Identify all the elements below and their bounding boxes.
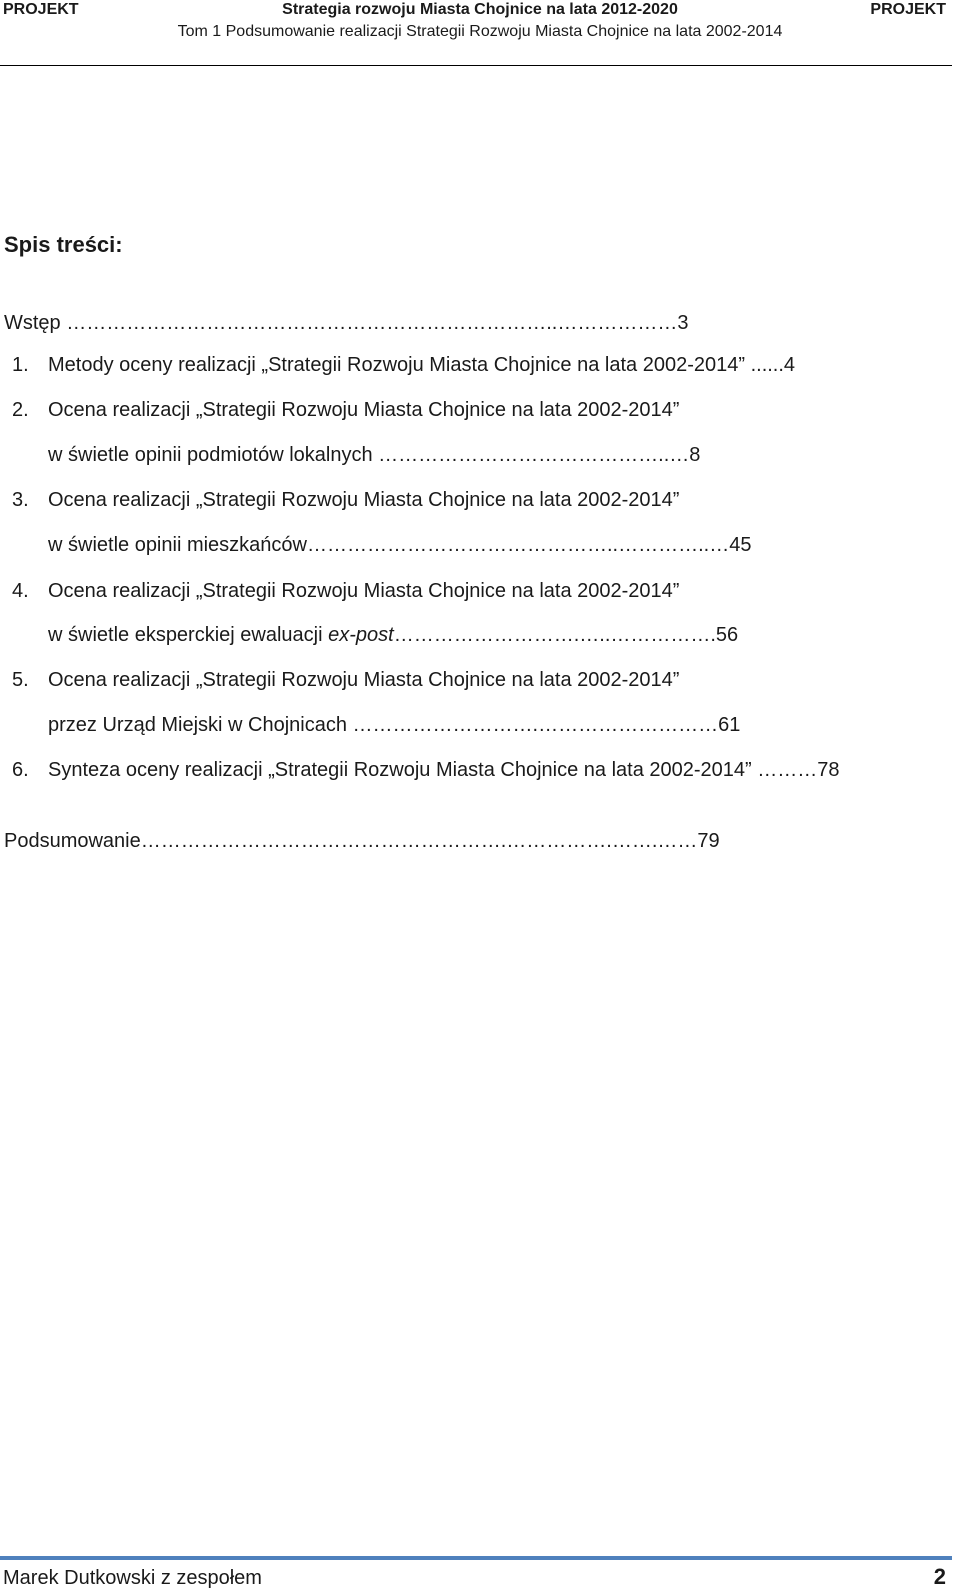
toc-entry-text: w świetle opinii podmiotów lokalnych ……………………………………..…8 (48, 444, 701, 466)
header-left-label: PROJEKT (3, 1, 79, 18)
toc-entry-5[interactable] (12, 667, 679, 693)
toc-entry-4[interactable] (12, 578, 679, 604)
footer-page-number: 2 (933, 1564, 946, 1589)
toc-entry-text: przez Urząd Miejski w Chojnicach ……………………….………………………61 (48, 714, 741, 736)
footer-divider (0, 1556, 952, 1560)
toc-entry-number: 1. (12, 354, 29, 376)
header-right-label: PROJEKT (870, 1, 946, 18)
toc-entry-text: Podsumowanie……………………………………………….…………….…….……79 (4, 830, 720, 852)
toc-entry-3[interactable] (12, 487, 679, 513)
toc-entry-text: Ocena realizacji „Strategii Rozwoju Miasta Chojnice na lata 2002-2014” (48, 399, 680, 421)
header-subtitle: Tom 1 Podsumowanie realizacji Strategii Rozwoju Miasta Chojnice na lata 2002-2014 (177, 23, 783, 40)
toc-entry-number: 6. (12, 759, 29, 781)
toc-entry-text: Synteza oceny realizacji „Strategii Rozwoju Miasta Chojnice na lata 2002-2014” ………78 (48, 759, 840, 781)
toc-entry-number: 4. (12, 580, 29, 602)
footer-author: Marek Dutkowski z zespołem (3, 1567, 262, 1589)
toc-entry-text-end: ……………………….…..…………….56 (393, 624, 739, 646)
toc-title: Spis treści: (4, 232, 123, 257)
toc-entry-1[interactable] (12, 352, 795, 378)
header-divider (0, 65, 952, 66)
toc-entry-text: Ocena realizacji „Strategii Rozwoju Miasta Chojnice na lata 2002-2014” (48, 580, 680, 602)
toc-entry-6[interactable] (12, 757, 840, 783)
toc-entry-text-italic: ex-post (328, 624, 394, 646)
toc-entry-text: w świetle opinii mieszkańców………………………………………..…………..…45 (48, 534, 752, 556)
toc-entry-number: 2. (12, 399, 29, 421)
toc-entry-number: 5. (12, 669, 29, 691)
toc-entry-summary[interactable] (4, 828, 720, 854)
toc-entry-text: Wstęp ………………………………………………………………..………………3 (4, 312, 689, 334)
header-title: Strategia rozwoju Miasta Chojnice na lata 2012-2020 (282, 1, 678, 18)
toc-entry-text: Metody oceny realizacji „Strategii Rozwoju Miasta Chojnice na lata 2002-2014” ......4 (48, 354, 796, 376)
toc-entry-4-continuation[interactable] (48, 622, 738, 648)
toc-entry-3-continuation[interactable] (48, 532, 751, 558)
toc-entry-text: Ocena realizacji „Strategii Rozwoju Miasta Chojnice na lata 2002-2014” (48, 669, 680, 691)
toc-entry-5-continuation[interactable] (48, 712, 740, 738)
toc-entry-number: 3. (12, 489, 29, 511)
toc-entry-2[interactable] (12, 397, 679, 423)
toc-entry-2-continuation[interactable] (48, 442, 700, 468)
toc-entry-text-start: w świetle eksperckiej ewaluacji (48, 624, 329, 646)
toc-entry-intro[interactable] (4, 310, 688, 336)
toc-entry-text: Ocena realizacji „Strategii Rozwoju Miasta Chojnice na lata 2002-2014” (48, 489, 680, 511)
